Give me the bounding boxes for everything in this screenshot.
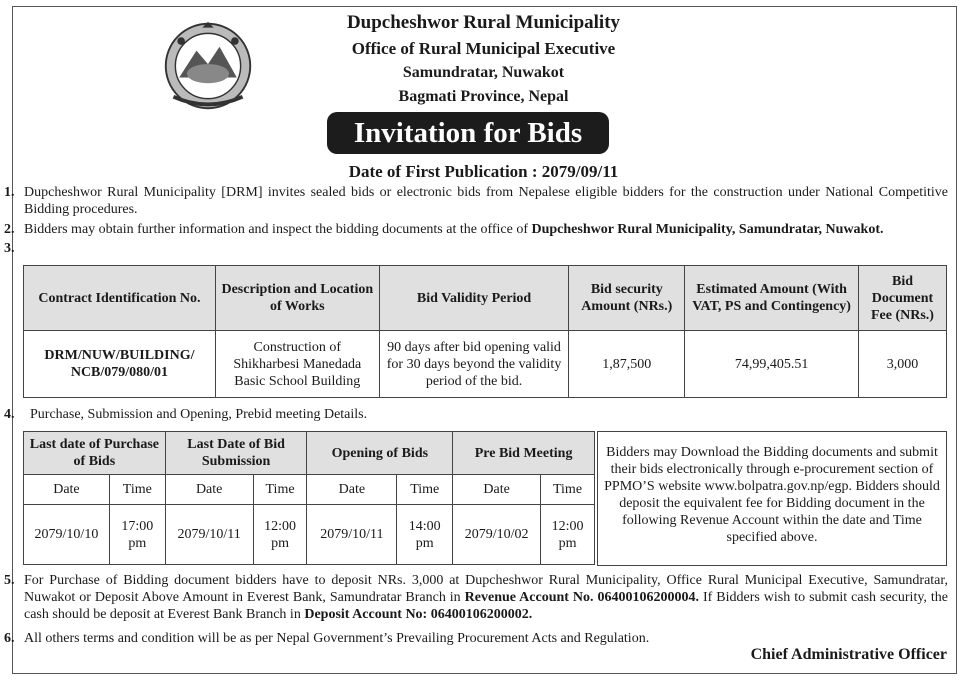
date-label: Date <box>307 475 397 505</box>
clause-number: 2. <box>4 222 15 237</box>
clause-6 <box>4 630 948 647</box>
clause-text: Purchase, Submission and Opening, Prebid meeting Details. <box>30 407 368 422</box>
date-label: Date <box>165 475 253 505</box>
clause-text: If Bidders wish to submit cash security, the cash should be deposit at Everest Bank Branch in <box>24 590 949 622</box>
clause-2 <box>4 221 948 238</box>
group-purchase: Last date of Purchase of Bids <box>24 432 166 475</box>
group-submission: Last Date of Bid Submission <box>165 432 307 475</box>
prebid-time: 12:00 pm <box>541 505 595 565</box>
publication-date: Date of First Publication : 2079/09/11 <box>348 162 619 181</box>
clause-number: 5. <box>4 573 15 588</box>
col-description: Description and Location of Works <box>215 266 379 331</box>
clause-number: 1. <box>4 185 15 200</box>
work-description: Construction of Shikharbesi Manedada Basic School Building <box>215 331 379 398</box>
group-prebid: Pre Bid Meeting <box>453 432 595 475</box>
col-contract-id: Contract Identification No. <box>24 266 216 331</box>
submission-time: 12:00 pm <box>253 505 307 565</box>
signoff: Chief Administrative Officer <box>750 646 947 663</box>
date-label: Date <box>453 475 541 505</box>
clause-text: For Purchase of Bidding document bidders have to deposit NRs. 3,000 at Dupcheshwor Rural Municipality, Office Rural Municipal Executive, Samundratar, Nuwakot or Deposit Above Amount in Everest Bank, Samundratar Branch in <box>24 573 948 605</box>
clause-number: 4. <box>4 407 15 422</box>
purchase-time: 17:00 pm <box>109 505 165 565</box>
address-line: Samundratar, Nuwakot <box>402 64 565 81</box>
schedule-table <box>23 431 595 565</box>
col-validity: Bid Validity Period <box>379 266 569 331</box>
time-label: Time <box>397 475 453 505</box>
validity-period: 90 days after bid opening valid for 30 days beyond the validity period of the bid. <box>379 331 569 398</box>
page-title: Invitation for Bids <box>327 112 609 154</box>
province-line: Bagmati Province, Nepal <box>398 88 569 105</box>
estimated-amount: 74,99,405.51 <box>685 331 859 398</box>
col-security: Bid security Amount (NRs.) <box>569 266 685 331</box>
time-label: Time <box>253 475 307 505</box>
contract-table <box>23 265 947 398</box>
group-opening: Opening of Bids <box>307 432 453 475</box>
security-amount: 1,87,500 <box>569 331 685 398</box>
table-subheader-row <box>24 475 595 505</box>
clause-number: 3. <box>4 241 15 256</box>
table-row <box>24 505 595 565</box>
download-note: Bidders may Download the Bidding documents and submit their bids electronically through e-procurement section of PPMO’S website www.bolpatra.gov.np/egp. Bidders should deposit the equivalent fee for Bidding document in the following Revenue Account within the date and Time specified above. <box>597 431 947 566</box>
table-row <box>24 331 947 398</box>
clause-4 <box>4 406 948 423</box>
col-estimate: Estimated Amount (With VAT, PS and Contingency) <box>685 266 859 331</box>
office-location: Dupcheshwor Rural Municipality, Samundratar, Nuwakot. <box>531 222 884 237</box>
table-header-row <box>24 266 947 331</box>
document-fee: 3,000 <box>859 331 947 398</box>
contract-id: DRM/NUW/BUILDING/ NCB/079/080/01 <box>24 331 216 398</box>
deposit-account: Deposit Account No: 06400106200002. <box>304 607 533 622</box>
date-label: Date <box>24 475 110 505</box>
opening-date: 2079/10/11 <box>307 505 397 565</box>
opening-time: 14:00 pm <box>397 505 453 565</box>
municipality-name: Dupcheshwor Rural Municipality <box>346 12 621 33</box>
clause-1 <box>4 184 948 218</box>
col-fee: Bid Document Fee (NRs.) <box>859 266 947 331</box>
clause-5 <box>4 572 949 623</box>
clause-text: Dupcheshwor Rural Municipality [DRM] invites sealed bids or electronic bids from Nepalese eligible bidders for the construction under National Competitive Bidding procedures. <box>24 185 948 217</box>
time-label: Time <box>109 475 165 505</box>
prebid-date: 2079/10/02 <box>453 505 541 565</box>
clause-text: All others terms and condition will be as per Nepal Government’s Prevailing Procurement Acts and Regulation. <box>24 631 650 646</box>
purchase-date: 2079/10/10 <box>24 505 110 565</box>
table-header-row <box>24 432 595 475</box>
submission-date: 2079/10/11 <box>165 505 253 565</box>
revenue-account: Revenue Account No. 06400106200004. <box>464 590 700 605</box>
clause-number: 6. <box>4 631 15 646</box>
office-name: Office of Rural Municipal Executive <box>351 39 616 58</box>
clause-text: Bidders may obtain further information and inspect the bidding documents at the office of <box>24 222 532 237</box>
time-label: Time <box>541 475 595 505</box>
